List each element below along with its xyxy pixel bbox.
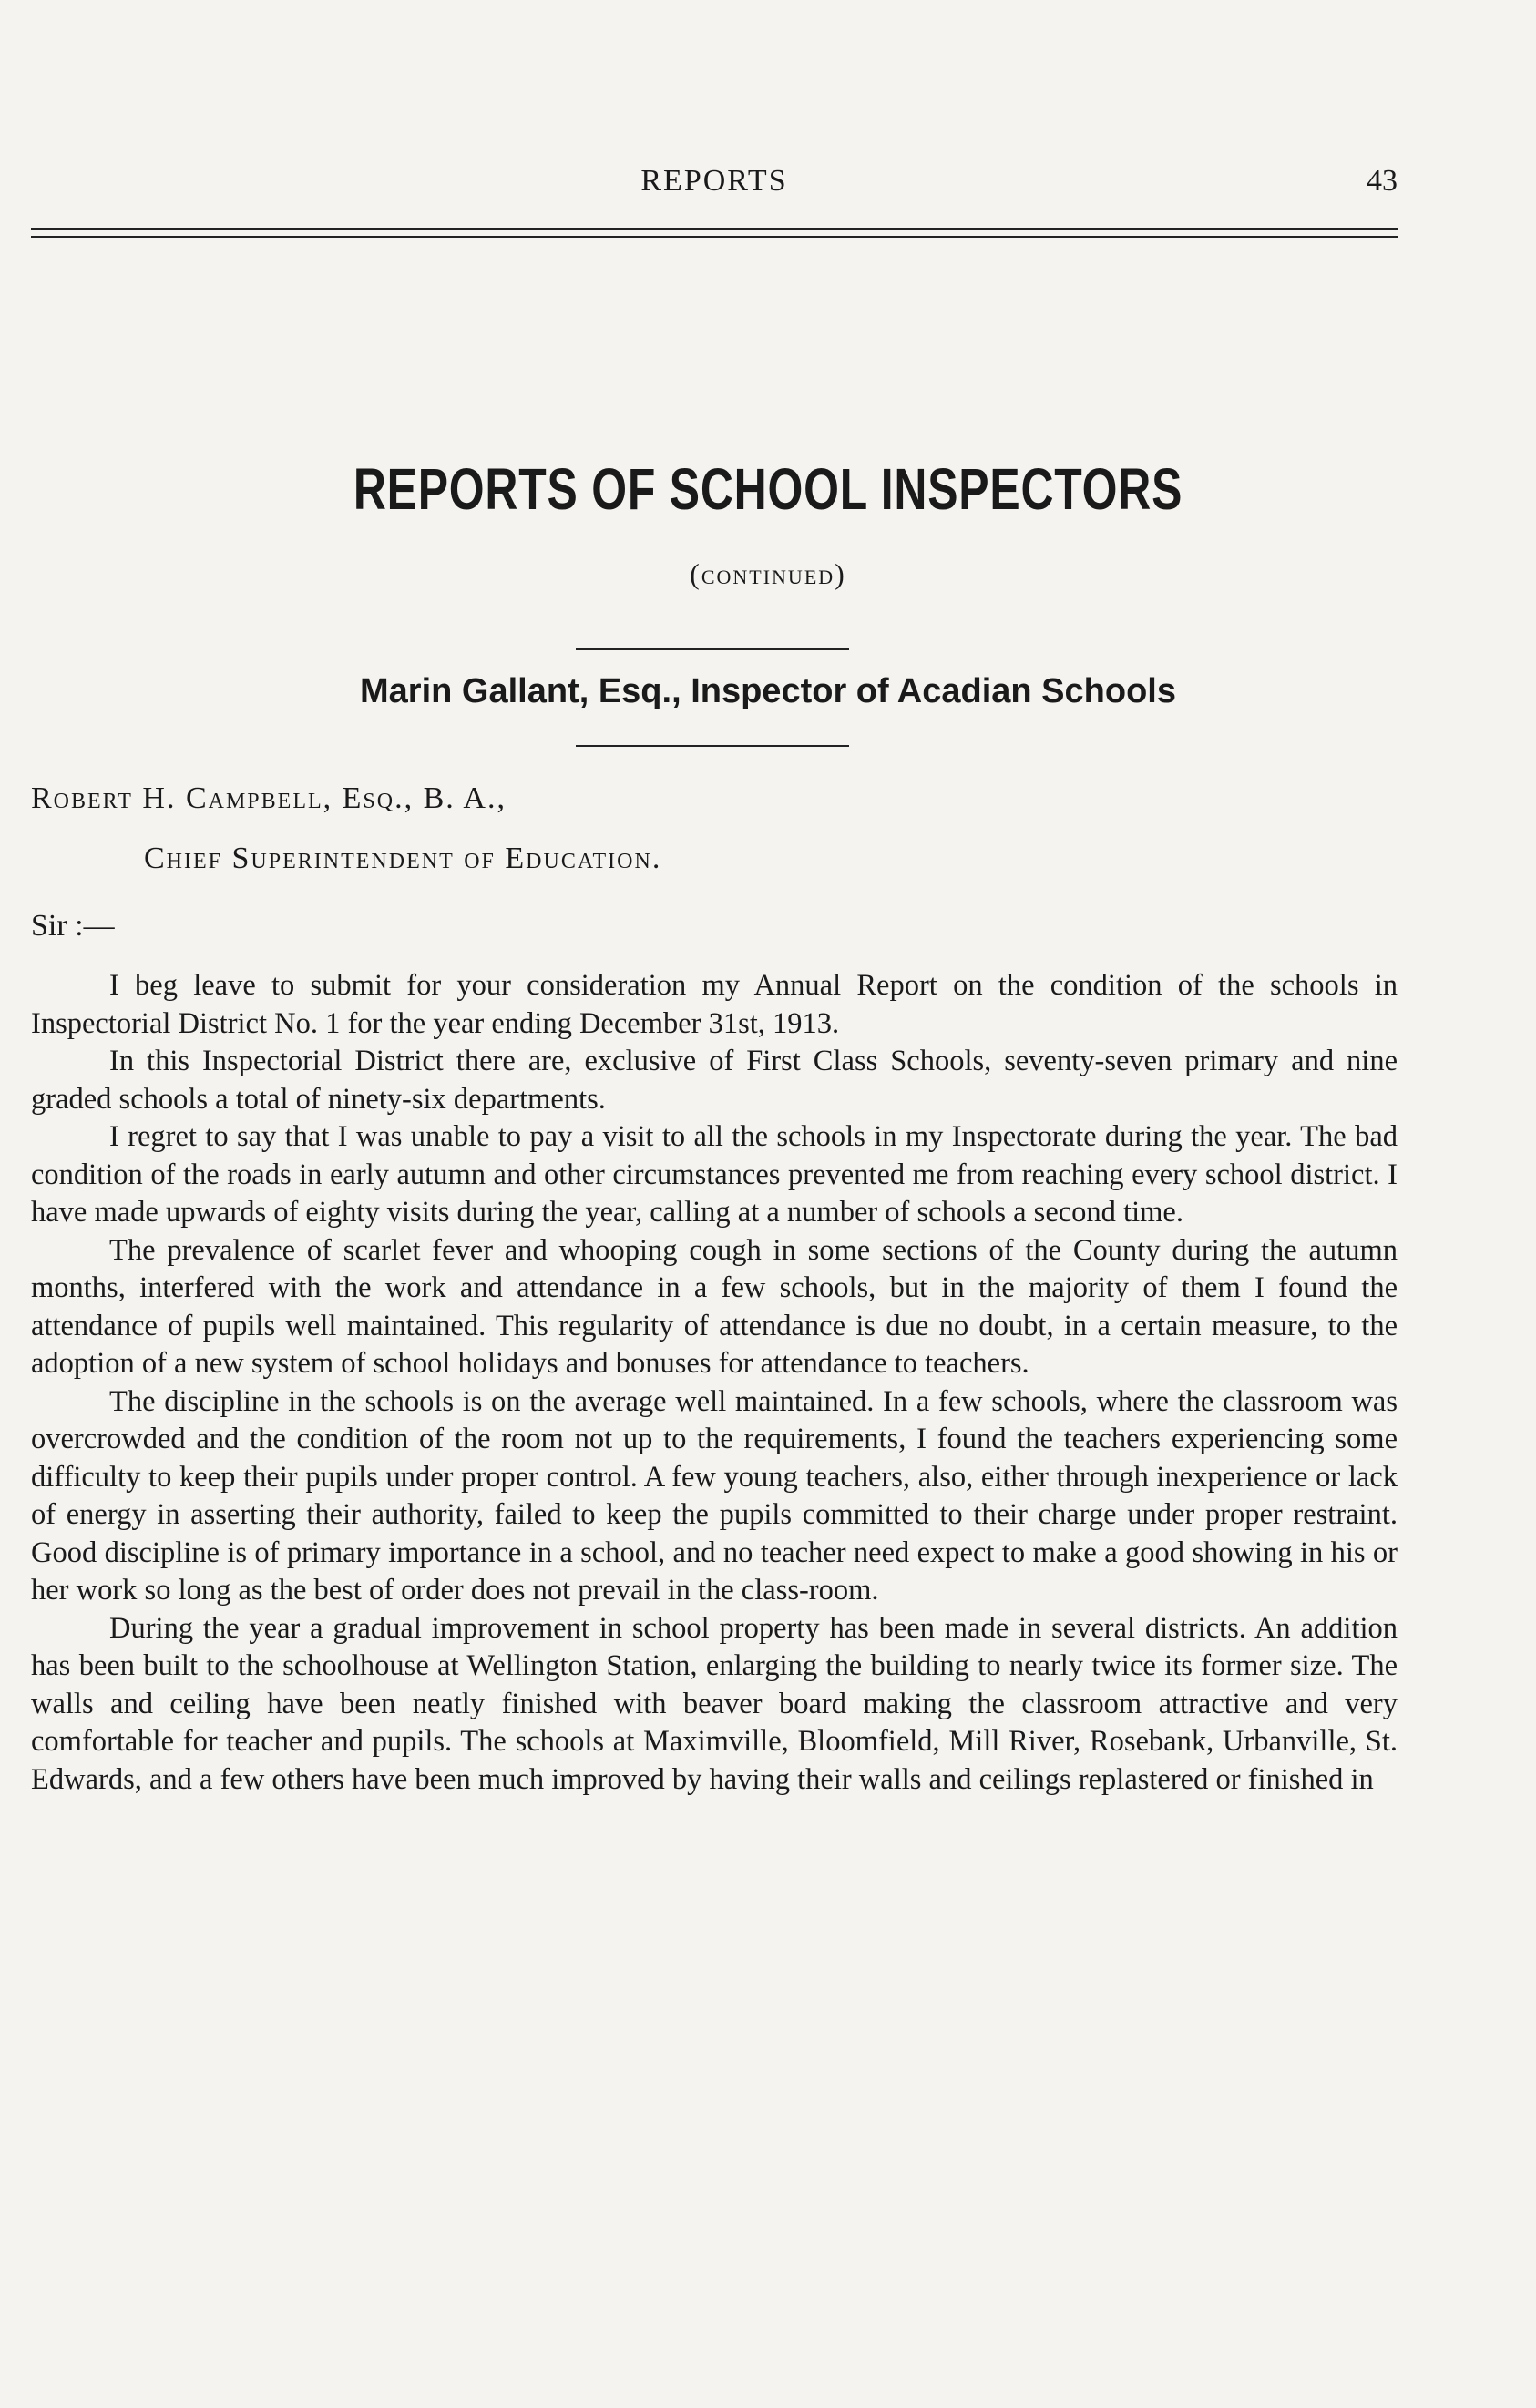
paragraph: During the year a gradual improvement in school property has been made in several districts. An addition has been built to the schoolhouse at Wellington Station, enlarging the building to nearly twice its former size. The walls and ceiling have been neatly finished with beaver board making the classroom attractive and very comfortable for teacher and pupils. The schools at Maximville, Bloomfield, Mill River, Rosebank, Urbanville, St. Edwards, and a few others have been much improved by having their walls and ceilings replastered or finished in bbox=[31, 1611, 1398, 1796]
divider-rule-top bbox=[576, 648, 849, 650]
paragraph: The prevalence of scarlet fever and whooping cough in some sections of the County during the autumn months, interfered with the work and attendance in a few schools, but in the majority of them I found the attendance of pupils well maintained. This regularity of attendance is due no doubt, in a certain measure, to the adoption of a new system of school holidays and bonuses for attendance to teachers. bbox=[31, 1233, 1398, 1380]
addressee-title: Chief Superintendent of Education. bbox=[144, 842, 662, 875]
addressee-name: Robert H. Campbell, Esq., B. A., bbox=[31, 781, 507, 815]
running-head-title: REPORTS bbox=[640, 164, 788, 198]
byline: Marin Gallant, Esq., Inspector of Acadian Schools bbox=[360, 672, 1176, 710]
letter-body bbox=[31, 967, 1398, 1799]
divider-rule-bottom bbox=[576, 745, 849, 747]
header-double-rule bbox=[31, 228, 1398, 238]
salutation: Sir :— bbox=[31, 909, 115, 943]
paragraph: The discipline in the schools is on the average well maintained. In a few schools, where the classroom was overcrowded and the condition of the room not up to the requirements, I found the teachers experiencing some difficulty to keep their pupils under proper control. A few young teachers, also, either through inexperience or lack of energy in asserting their authority, failed to keep the pupils committed to their charge under proper restraint. Good discipline is of primary importance in a school, and no teacher need expect to make a good showing in his or her work so long as the best of order does not prevail in the class-room. bbox=[31, 1384, 1398, 1607]
running-head bbox=[31, 164, 1398, 209]
paragraph: I regret to say that I was unable to pay a visit to all the schools in my Inspectorate during the year. The bad condition of the roads in early autumn and other circumstances prevented me from reaching every school district. I have made upwards of eighty visits during the year, calling at a number of schools a second time. bbox=[31, 1120, 1398, 1229]
subtitle: (continued) bbox=[690, 557, 846, 590]
paragraph: In this Inspectorial District there are, exclusive of First Class Schools, seventy-seven primary and nine graded schools a total of ninety-six departments. bbox=[31, 1045, 1398, 1116]
page-number: 43 bbox=[1367, 164, 1398, 198]
page-title: REPORTS OF SCHOOL INSPECTORS bbox=[353, 456, 1183, 522]
paragraph: I beg leave to submit for your consideration my Annual Report on the condition of the schools in Inspectorial District No. 1 for the year ending December 31st, 1913. bbox=[31, 969, 1398, 1040]
